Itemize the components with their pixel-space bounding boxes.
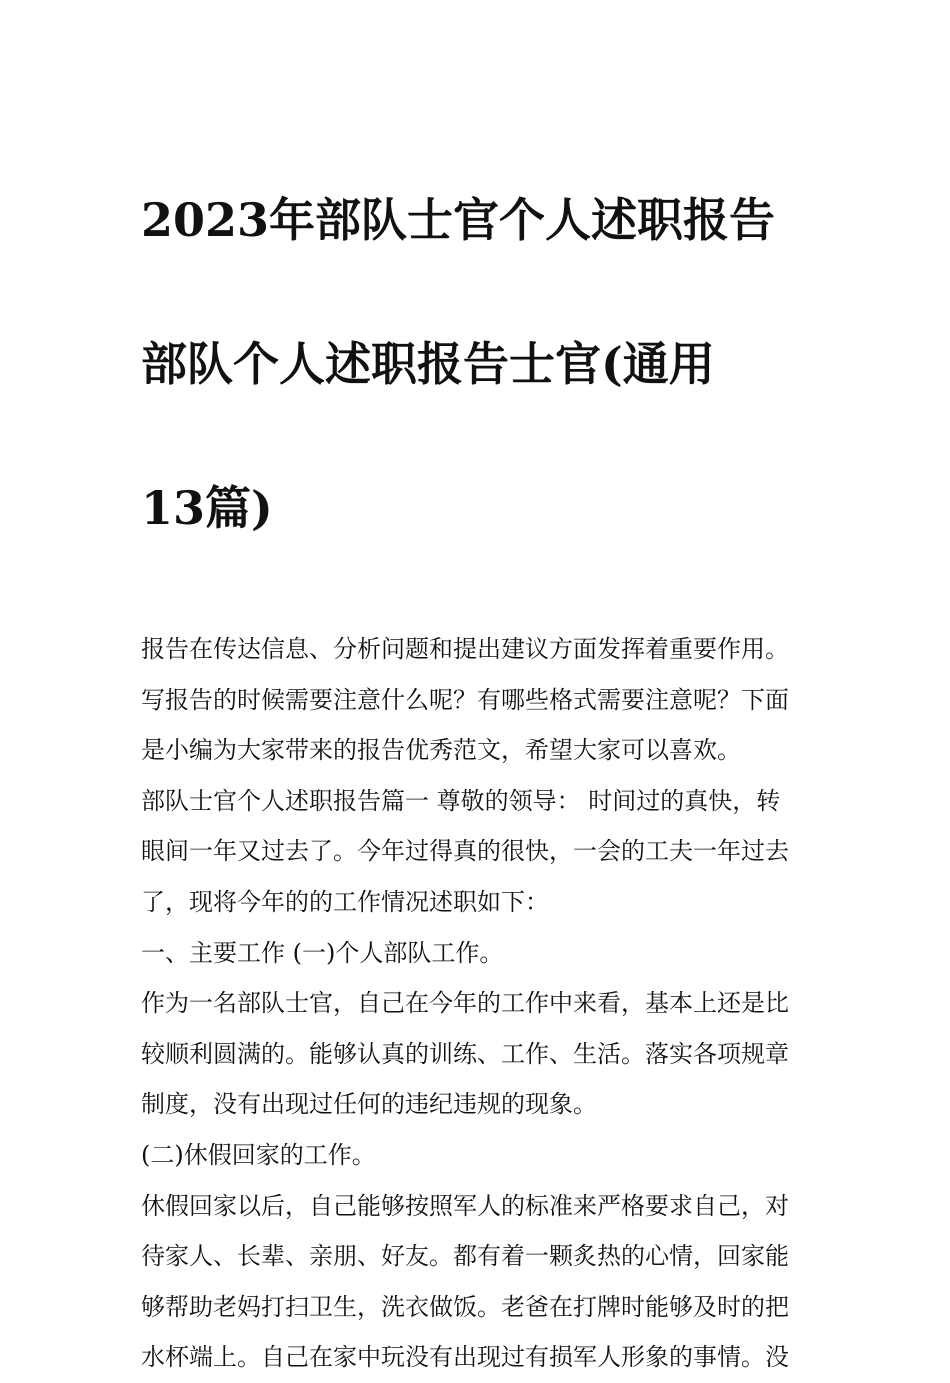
text-line: 写报告的时候需要注意什么呢？有哪些格式需要注意呢？下面	[141, 685, 789, 714]
intro-paragraph	[141, 624, 821, 776]
text-line: 报告在传达信息、分析问题和提出建议方面发挥着重要作用。	[141, 635, 789, 663]
subsection-heading	[141, 1130, 821, 1181]
text-line: 眼间一年又过去了。今年过得真的很快，一会的工夫一年过去	[141, 837, 789, 866]
text-line: 较顺利圆满的。能够认真的训练、工作、生活。落实各项规章	[141, 1039, 789, 1068]
document-page	[141, 112, 821, 1383]
title-line: 2023年部队士官个人述职报告	[141, 193, 776, 247]
text-line: (二)休假回家的工作。	[141, 1140, 376, 1169]
title-line: 13篇)	[141, 481, 273, 535]
leave-paragraph	[141, 1181, 821, 1383]
section-heading	[141, 928, 821, 979]
text-line: 休假回家以后，自己能够按照军人的标准来严格要求自己，对	[141, 1191, 789, 1220]
title-line: 部队个人述职报告士官(通用	[141, 337, 715, 391]
document-title	[141, 112, 821, 616]
text-line: 部队士官个人述职报告篇一 尊敬的领导： 时间过的真快，转	[141, 786, 781, 815]
work-paragraph	[141, 978, 821, 1130]
text-line: 是小编为大家带来的报告优秀范文，希望大家可以喜欢。	[141, 736, 741, 765]
text-line: 作为一名部队士官，自己在今年的工作中来看，基本上还是比	[141, 989, 789, 1018]
document-body	[141, 624, 821, 1383]
text-line: 制度，没有出现过任何的违纪违规的现象。	[141, 1090, 597, 1119]
text-line: 一、主要工作 (一)个人部队工作。	[141, 938, 504, 967]
text-line: 水杯端上。自己在家中玩没有出现过有损军人形象的事情。没	[141, 1343, 789, 1372]
opening-paragraph	[141, 776, 821, 928]
text-line: 够帮助老妈打扫卫生，洗衣做饭。老爸在打牌时能够及时的把	[141, 1292, 789, 1321]
text-line: 了，现将今年的的工作情况述职如下：	[141, 887, 549, 916]
text-line: 待家人、长辈、亲朋、好友。都有着一颗炙热的心情，回家能	[141, 1242, 789, 1271]
